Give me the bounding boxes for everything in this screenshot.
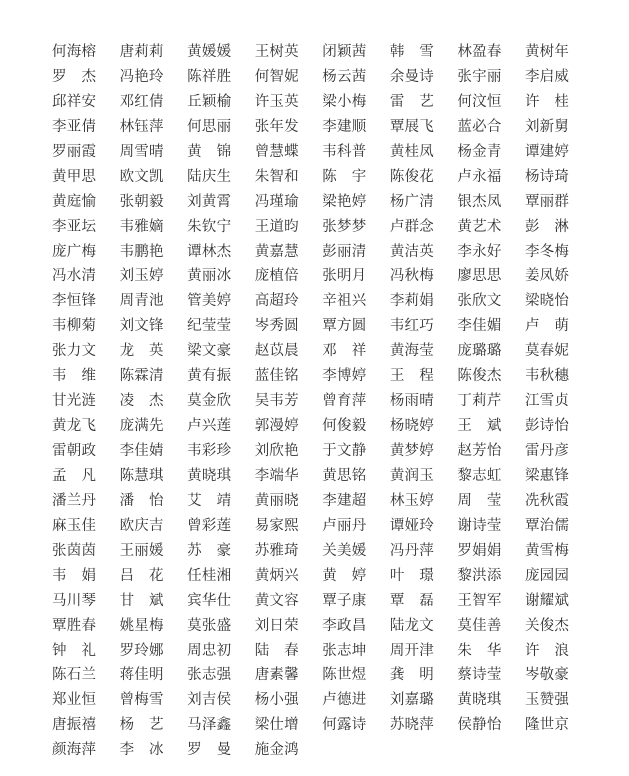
- name-cell: 周莹: [457, 492, 502, 509]
- name-cell: 黄丽冰: [187, 268, 232, 285]
- name-cell: 廖思思: [457, 268, 502, 285]
- name-cell: 林钰萍: [119, 118, 164, 135]
- name-cell: 龚明: [389, 667, 434, 684]
- name-cell: 周忠初: [187, 642, 232, 659]
- name-cell: 孟凡: [52, 467, 96, 484]
- name-cell: 侯静怡: [457, 717, 502, 734]
- name-cell: 罗娟娟: [457, 542, 502, 559]
- name-grid: [52, 40, 569, 763]
- name-cell: 岑秀圆: [254, 318, 299, 335]
- name-cell: 莫春妮: [524, 343, 569, 360]
- name-cell: 李亚坛: [52, 218, 96, 235]
- name-cell: 黄文容: [254, 592, 299, 609]
- name-cell: 林玉婷: [389, 492, 434, 509]
- name-cell: 艾靖: [187, 492, 232, 509]
- name-cell: 杨诗琦: [524, 168, 569, 185]
- name-cell: 黄思铭: [322, 467, 367, 484]
- name-cell: 覃方圆: [322, 318, 367, 335]
- name-cell: 谢诗莹: [457, 517, 502, 534]
- name-cell: 庞园园: [524, 567, 569, 584]
- name-cell: 覃展飞: [389, 118, 434, 135]
- name-cell: 苏晓萍: [389, 717, 434, 734]
- name-cell: 唐振禧: [52, 717, 96, 734]
- name-cell: 钟礼: [52, 642, 96, 659]
- name-cell: 玉赞强: [524, 692, 569, 709]
- name-cell: 邓红倩: [119, 93, 164, 110]
- name-cell: 冯丹萍: [389, 542, 434, 559]
- name-cell: 曾梅雪: [119, 692, 164, 709]
- name-cell: 欧庆吉: [119, 517, 164, 534]
- name-cell: 梁小梅: [322, 93, 367, 110]
- name-cell: 陈宇: [322, 168, 367, 185]
- name-cell: 黄晓琪: [457, 692, 502, 709]
- name-cell: 辛祖兴: [322, 293, 367, 310]
- name-cell: 李莉娟: [389, 293, 434, 310]
- name-cell: 黄晓琪: [187, 467, 232, 484]
- name-cell: 罗玲娜: [119, 642, 164, 659]
- name-cell: 卢兴莲: [187, 418, 232, 435]
- name-cell: 姜凤娇: [524, 268, 569, 285]
- name-cell: 杨艺: [119, 717, 164, 734]
- name-cell: 陈祥胜: [187, 68, 232, 85]
- name-cell: 黄锦: [187, 143, 232, 160]
- name-cell: 韩雪: [389, 44, 434, 60]
- name-cell: 王树英: [254, 44, 299, 60]
- name-cell: 岑敬豪: [524, 667, 569, 684]
- name-cell: 丁莉芹: [457, 393, 502, 410]
- name-cell: 任桂湘: [187, 567, 232, 584]
- name-cell: 杨雨晴: [389, 393, 434, 410]
- name-cell: 庞璐璐: [457, 343, 502, 360]
- name-cell: 于文静: [322, 443, 367, 459]
- name-cell: 江雪贞: [524, 393, 569, 410]
- name-cell: 管美婷: [187, 293, 232, 310]
- name-cell: 韦娟: [52, 567, 96, 584]
- name-cell: 李冰: [119, 742, 164, 759]
- name-cell: 张志强: [187, 667, 232, 684]
- name-cell: 罗曼: [187, 742, 232, 759]
- name-cell: 邱祥安: [52, 93, 96, 110]
- name-cell: 黎志虹: [457, 467, 502, 484]
- name-cell: 叶璟: [389, 567, 434, 584]
- name-cell: 隆世京: [524, 717, 569, 734]
- name-cell: 罗丽霞: [52, 143, 96, 160]
- name-cell: 李恒锋: [52, 293, 96, 310]
- name-cell: 卢丽丹: [322, 517, 367, 534]
- name-cell: 李建顺: [322, 118, 367, 135]
- name-cell: 黄艺术: [457, 218, 502, 235]
- name-cell: 王程: [389, 368, 434, 385]
- name-cell: 郑业恒: [52, 692, 96, 709]
- name-cell: 彭丽清: [322, 243, 367, 260]
- name-cell: 陈慧琪: [119, 467, 164, 484]
- name-cell: 莫金欣: [187, 393, 232, 410]
- name-cell: 刘欣艳: [254, 443, 299, 459]
- name-cell: 雷丹彦: [524, 443, 569, 459]
- name-cell: 冯瑾瑜: [254, 193, 299, 210]
- name-cell: 陆庆生: [187, 168, 232, 185]
- name-cell: 杨小强: [254, 692, 299, 709]
- name-cell: 韦维: [52, 368, 96, 385]
- name-cell: 唐莉莉: [119, 44, 164, 60]
- name-cell: 梁晓怡: [524, 293, 569, 310]
- name-cell: 韦秋穗: [524, 368, 569, 385]
- name-cell: 王智军: [457, 592, 502, 609]
- name-cell: 关俊杰: [524, 617, 569, 634]
- name-cell: 陆春: [254, 642, 299, 659]
- name-cell: 曾彩莲: [187, 517, 232, 534]
- name-cell: 黄梦婷: [389, 443, 434, 459]
- name-cell: 王道昀: [254, 218, 299, 235]
- name-cell: 许玉英: [254, 93, 299, 110]
- name-cell: 银杰凤: [457, 193, 502, 210]
- name-cell: 赵芳怡: [457, 443, 502, 459]
- name-cell: 覃丽群: [524, 193, 569, 210]
- name-cell: 高超玲: [254, 293, 299, 310]
- name-cell: 李政昌: [322, 617, 367, 634]
- name-cell: 李博婷: [322, 368, 367, 385]
- name-cell: 李建超: [322, 492, 367, 509]
- name-cell: 姚星梅: [119, 617, 164, 634]
- name-cell: 张宇丽: [457, 68, 502, 85]
- name-cell: 余曼诗: [389, 68, 434, 85]
- name-cell: 黄甲思: [52, 168, 96, 185]
- name-cell: 李启威: [524, 68, 569, 85]
- name-cell: 韦科普: [322, 143, 367, 160]
- name-cell: 曾慧蝶: [254, 143, 299, 160]
- name-cell: 甘斌: [119, 592, 164, 609]
- name-cell: 黄树年: [524, 44, 569, 60]
- name-cell: 韦鹏艳: [119, 243, 164, 260]
- name-cell: 马川琴: [52, 592, 96, 609]
- name-cell: 易家熙: [254, 517, 299, 534]
- name-cell: 刘新舅: [524, 118, 569, 135]
- name-cell: 谢耀斌: [524, 592, 569, 609]
- name-cell: 蓝佳铭: [254, 368, 299, 385]
- name-cell: 黄嘉慧: [254, 243, 299, 260]
- name-cell: 欧文凯: [119, 168, 164, 185]
- name-cell: 覃子康: [322, 592, 367, 609]
- name-cell: 杨金青: [457, 143, 502, 160]
- name-cell: 张志坤: [322, 642, 367, 659]
- name-cell: 杨晓婷: [389, 418, 434, 435]
- name-cell: 张梦梦: [322, 218, 367, 235]
- name-cell: 黄桂凤: [389, 143, 434, 160]
- name-cell: 彭淋: [524, 218, 569, 235]
- name-cell: 张茵茵: [52, 542, 96, 559]
- name-cell: 莫张盛: [187, 617, 232, 634]
- name-cell: 黄庭愉: [52, 193, 96, 210]
- name-cell: 李亚倩: [52, 118, 96, 135]
- name-cell: 韦红巧: [389, 318, 434, 335]
- name-cell: 张力文: [52, 343, 96, 360]
- name-cell: 冼秋霞: [524, 492, 569, 509]
- name-cell: 黄海莹: [389, 343, 434, 360]
- name-cell: 王丽媛: [119, 542, 164, 559]
- name-cell: 何海榕: [52, 44, 96, 60]
- name-cell: 张朝毅: [119, 193, 164, 210]
- name-cell: 苏雅琦: [254, 542, 299, 559]
- name-cell: 黄雪梅: [524, 542, 569, 559]
- name-cell: 覃磊: [389, 592, 434, 609]
- name-cell: 朱钦宁: [187, 218, 232, 235]
- name-cell: 凌杰: [119, 393, 164, 410]
- name-cell: 莫佳善: [457, 617, 502, 634]
- name-cell: 麻玉佳: [52, 517, 96, 534]
- name-cell: 刘玉婷: [119, 268, 164, 285]
- name-cell: 马泽鑫: [187, 717, 232, 734]
- name-cell: 赵苡晨: [254, 343, 299, 360]
- name-cell: 周开津: [389, 642, 434, 659]
- name-cell: 杨云茜: [322, 68, 367, 85]
- name-cell: 邓祥: [322, 343, 367, 360]
- name-cell: 冯水清: [52, 268, 96, 285]
- name-cell: 王斌: [457, 418, 502, 435]
- name-cell: 卢萌: [524, 318, 569, 335]
- name-cell: 覃治儒: [524, 517, 569, 534]
- name-cell: 卢群念: [389, 218, 434, 235]
- name-cell: 许浪: [524, 642, 569, 659]
- name-cell: 杨广清: [389, 193, 434, 210]
- name-cell: 黄润玉: [389, 467, 434, 484]
- name-cell: 韦彩珍: [187, 443, 232, 459]
- name-cell: 雷朝政: [52, 443, 96, 459]
- name-cell: 何露诗: [322, 717, 367, 734]
- name-cell: 雷艺: [389, 93, 434, 110]
- name-cell: 梁仕增: [254, 717, 299, 734]
- name-cell: 施金鸿: [254, 742, 299, 759]
- name-cell: 甘光涟: [52, 393, 96, 410]
- name-cell: 梁艳婷: [322, 193, 367, 210]
- name-cell: 朱智和: [254, 168, 299, 185]
- name-cell: 刘日荣: [254, 617, 299, 634]
- name-cell: 卢德进: [322, 692, 367, 709]
- name-cell: 罗杰: [52, 68, 96, 85]
- name-cell: 周雪晴: [119, 143, 164, 160]
- name-cell: 纪莹莹: [187, 318, 232, 335]
- name-cell: 李冬梅: [524, 243, 569, 260]
- name-cell: 闭颖茜: [322, 44, 367, 60]
- name-cell: 李端华: [254, 467, 299, 484]
- name-cell: 黄有振: [187, 368, 232, 385]
- name-cell: 覃胜春: [52, 617, 96, 634]
- name-cell: 何俊毅: [322, 418, 367, 435]
- name-cell: 黄媛媛: [187, 44, 232, 60]
- name-cell: 谭娅玲: [389, 517, 434, 534]
- name-cell: 蒋佳明: [119, 667, 164, 684]
- name-cell: 庞满先: [119, 418, 164, 435]
- name-cell: 黄婷: [322, 567, 367, 584]
- name-cell: 谭林杰: [187, 243, 232, 260]
- name-cell: 梁惠锋: [524, 467, 569, 484]
- name-cell: 陈俊杰: [457, 368, 502, 385]
- name-cell: 韦柳菊: [52, 318, 96, 335]
- name-cell: 颜海萍: [52, 742, 96, 759]
- name-cell: 黄丽晓: [254, 492, 299, 509]
- name-cell: 冯艳玲: [119, 68, 164, 85]
- name-cell: 何智妮: [254, 68, 299, 85]
- name-cell: 李永好: [457, 243, 502, 260]
- name-cell: 张欣文: [457, 293, 502, 310]
- name-cell: 张年发: [254, 118, 299, 135]
- name-cell: 黎洪添: [457, 567, 502, 584]
- name-cell: 刘吉侯: [187, 692, 232, 709]
- name-cell: 黄龙飞: [52, 418, 96, 435]
- name-cell: 谭建婷: [524, 143, 569, 160]
- name-cell: 潘兰丹: [52, 492, 96, 509]
- name-cell: 陈世煜: [322, 667, 367, 684]
- name-cell: 许桂: [524, 93, 569, 110]
- name-cell: 陈俊花: [389, 168, 434, 185]
- name-cell: 关美媛: [322, 542, 367, 559]
- name-cell: 彭诗怡: [524, 418, 569, 435]
- name-cell: 黄炳兴: [254, 567, 299, 584]
- name-cell: 周青池: [119, 293, 164, 310]
- name-cell: 刘嘉璐: [389, 692, 434, 709]
- name-cell: 陈石兰: [52, 667, 96, 684]
- name-cell: 庞广梅: [52, 243, 96, 260]
- name-cell: 郭漫婷: [254, 418, 299, 435]
- name-cell: 唐素馨: [254, 667, 299, 684]
- name-cell: 龙英: [119, 343, 164, 360]
- name-cell: 黄洁英: [389, 243, 434, 260]
- name-cell: 曾育萍: [322, 393, 367, 410]
- name-cell: 苏豪: [187, 542, 232, 559]
- name-cell: 刘黄霄: [187, 193, 232, 210]
- name-cell: 蔡诗莹: [457, 667, 502, 684]
- name-cell: 宾华仕: [187, 592, 232, 609]
- name-cell: 潘怡: [119, 492, 164, 509]
- name-cell: 卢永福: [457, 168, 502, 185]
- name-cell: 陈霖清: [119, 368, 164, 385]
- name-cell: 梁文豪: [187, 343, 232, 360]
- name-cell: 李佳婧: [119, 443, 164, 459]
- name-cell: 陆龙文: [389, 617, 434, 634]
- name-cell: 朱华: [457, 642, 502, 659]
- name-cell: 吴韦芳: [254, 393, 299, 410]
- name-cell: 冯秋梅: [389, 268, 434, 285]
- name-cell: 刘文锋: [119, 318, 164, 335]
- name-cell: 蓝必合: [457, 118, 502, 135]
- name-cell: 庞植倍: [254, 268, 299, 285]
- name-cell: 何汶恒: [457, 93, 502, 110]
- name-cell: 张明月: [322, 268, 367, 285]
- name-cell: 林盈春: [457, 44, 502, 60]
- name-cell: 韦雅嫡: [119, 218, 164, 235]
- name-cell: 吕花: [119, 567, 164, 584]
- name-cell: 何思丽: [187, 118, 232, 135]
- name-cell: 丘颖榆: [187, 93, 232, 110]
- name-cell: 李佳媚: [457, 318, 502, 335]
